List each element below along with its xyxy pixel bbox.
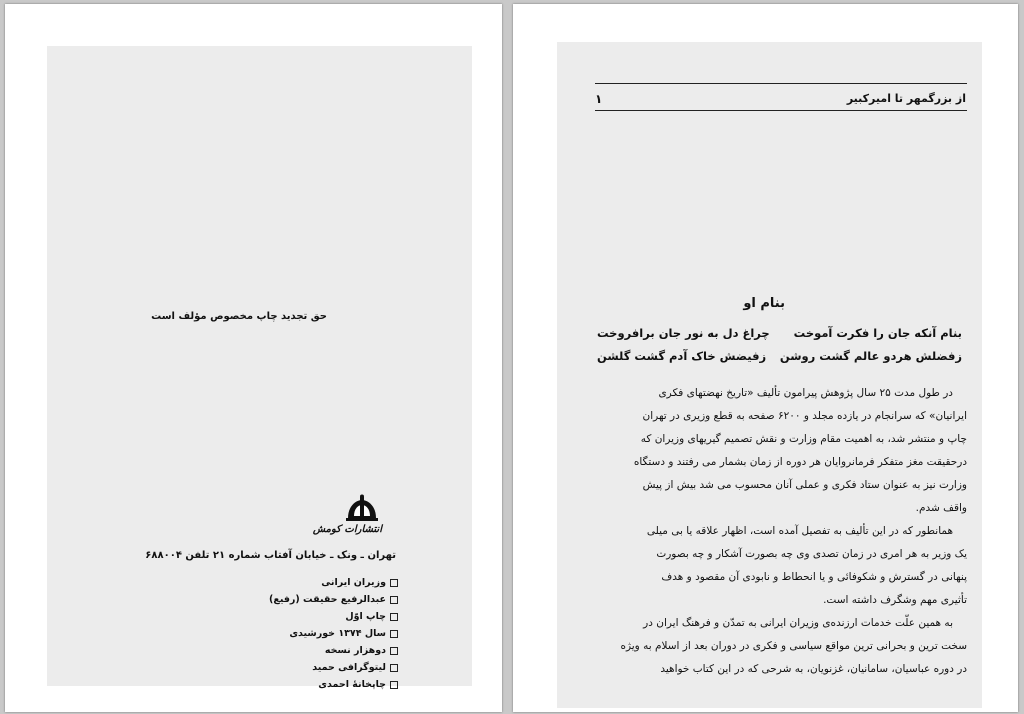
publisher-logo (312, 494, 382, 542)
checkbox-square-icon (390, 681, 398, 689)
checkbox-square-icon (390, 596, 398, 604)
verse-line (597, 349, 962, 363)
body-line: واقف شدم. (915, 502, 967, 514)
right-page (513, 4, 1018, 712)
body-line: یک وزیر به هر امری در زمان تصدی وی چه بصورت آشکار و چه بصورت (656, 548, 967, 560)
body-line: پنهانی در گسترش و شکوفائی و یا انحطاط و نابودی آن مقصود و هدف (661, 571, 967, 583)
body-line: همانطور که در این تألیف به تفصیل آمده است، اظهار علاقه یا بی میلی (646, 525, 953, 537)
body-line: ایرانیان» که سرانجام در یازده مجلد و ۶۲۰۰ صفحه به قطع وزیری در تهران (642, 410, 967, 422)
publisher-address: تهران ـ ونک ـ خیابان آفتاب شماره ۲۱ تلفن ۶۸۸۰۰۴ (145, 550, 396, 561)
list-item-label: عبدالرفیع حقیقت (رفیع) (269, 594, 386, 605)
list-item (269, 608, 398, 625)
left-page-scan-area (47, 46, 472, 690)
list-item-label: وزیران ایرانی (321, 577, 386, 588)
checkbox-square-icon (390, 664, 398, 672)
publisher-logo-text: انتشارات کومش (312, 524, 382, 535)
header-rule-top (595, 83, 967, 84)
list-item-label: لیتوگرافی حمید (312, 662, 386, 673)
list-item (269, 625, 398, 642)
body-line: سخت ترین و بحرانی ترین مواقع سیاسی و فکری در دوران بعد از اسلام به ویژه (620, 640, 967, 652)
verse-hemistich-first: زفضلش هردو عالم گشت روشن (779, 349, 962, 363)
checkbox-square-icon (390, 647, 398, 655)
verse-hemistich-second: چراغ دل به نور جان برافروخت (597, 326, 770, 340)
publisher-emblem-icon (342, 494, 382, 524)
list-item (269, 574, 398, 591)
list-item-label: چاپخانهٔ احمدی (318, 679, 386, 690)
list-item-label: سال ۱۳۷۴ خورشیدی (289, 628, 386, 639)
body-line: تأثیری مهم وشگرف داشته است. (823, 594, 967, 606)
rights-notice: حق تجدید چاپ مخصوص مؤلف است (151, 311, 327, 322)
verse-hemistich-second: زفیضش خاک آدم گشت گلشن (597, 349, 767, 363)
checkbox-square-icon (390, 630, 398, 638)
body-line: به همین علّت خدمات ارزنده‌ی وزیران ایرانی به تمدّن و فرهنگ ایران در (643, 617, 953, 629)
list-item (269, 591, 398, 608)
left-page (5, 4, 502, 712)
body-line: در دوره عباسیان، سامانیان، غزنویان، به شرحی که در این کتاب خواهید (660, 663, 967, 675)
book-info-list (269, 574, 398, 693)
checkbox-square-icon (390, 613, 398, 621)
list-item-label: چاپ اوّل (345, 611, 386, 622)
body-line: وزارت نیز به عنوان ستاد فکری و عملی آنان محسوب می شد بیش از پیش (642, 479, 967, 491)
body-line: درحقیقت مغز متفکر فرمانروایان هر دوره از زمان بشمار می رفتند و دستگاه (633, 456, 967, 468)
running-header: از بزرگمهر تا امیرکبیر (846, 92, 966, 105)
body-line: در طول مدت ۲۵ سال پژوهش پیرامون تألیف «تاریخ نهضتهای فکری (658, 387, 953, 399)
list-item-label: دوهزار نسخه (324, 645, 386, 656)
list-item (269, 676, 398, 693)
body-text (595, 382, 967, 681)
checkbox-square-icon (390, 579, 398, 587)
list-item (269, 659, 398, 676)
list-item (269, 642, 398, 659)
page-number: ۱ (595, 92, 603, 106)
chapter-heading: بنام او (743, 296, 785, 311)
verse-line (597, 326, 962, 340)
verse-hemistich-first: بنام آنکه جان را فکرت آموخت (793, 326, 962, 340)
header-rule-bottom (595, 110, 967, 111)
body-line: چاپ و منتشر شد، به اهمیت مقام وزارت و نقش تصمیم گیریهای وزیران که (640, 433, 967, 445)
